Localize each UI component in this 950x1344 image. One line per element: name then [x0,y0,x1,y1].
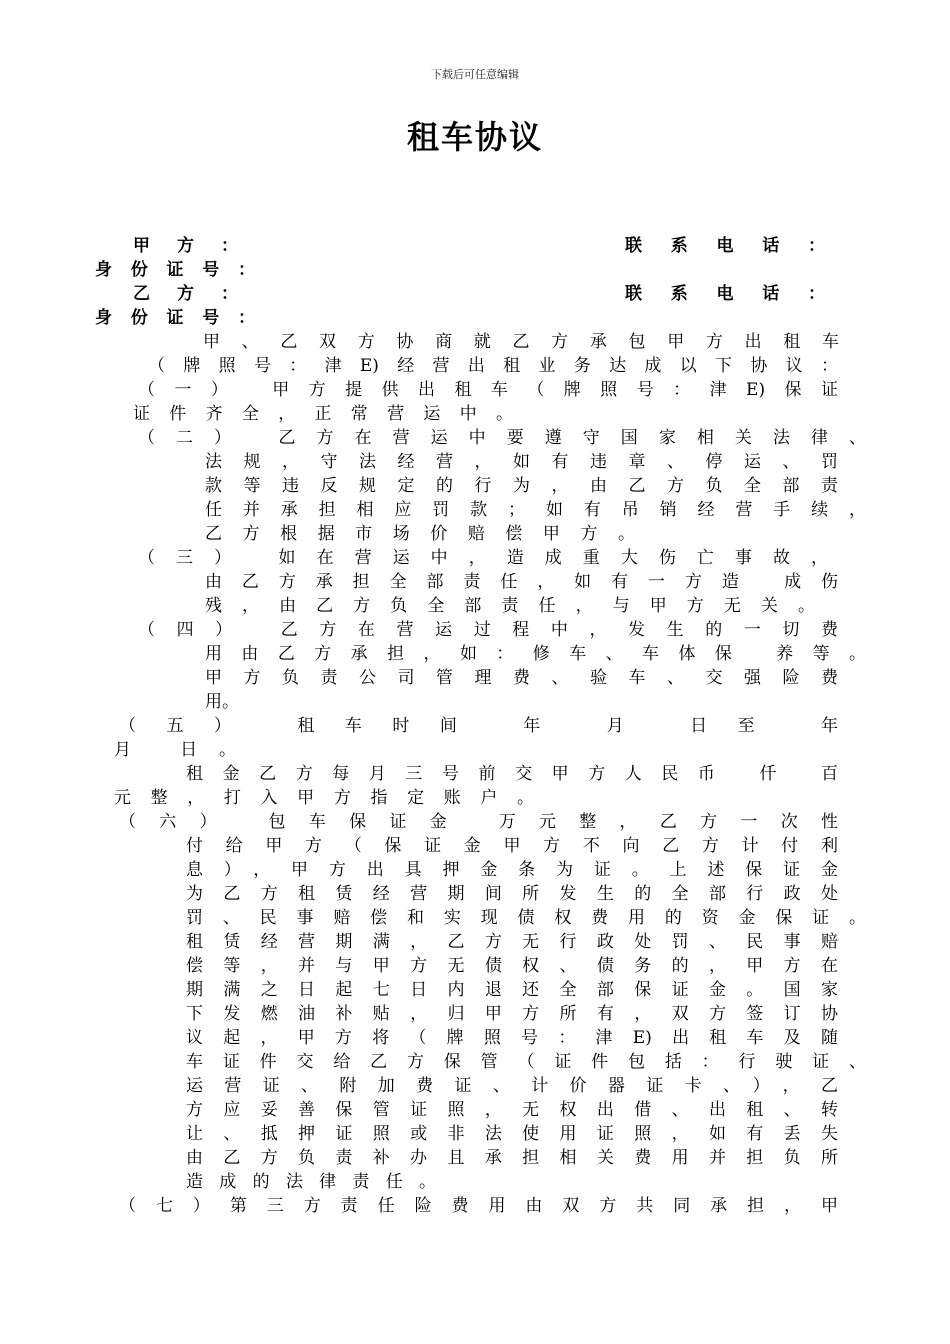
text-line: 租赁经营期满，乙方无行政处罚、民事赔 [186,932,838,952]
party-b-id-label: 身份证号： [95,308,255,328]
text-line: 残，由乙方负全部责任，与甲方无关。 [205,596,815,616]
text-line: 月 日。 [114,740,236,760]
text-line: 期满之日起七日内退还全部保证金。国家 [186,980,838,1000]
document-title: 租车协议 [406,118,543,156]
text-line: 为乙方租赁经营期间所发生的全部行政处 [186,884,838,904]
text-line: （六） 包车保证金 万元整，乙方一次性 [119,812,838,832]
text-line: 罚、民事赔偿和实现债权费用的资金保证。 [186,908,866,928]
text-line: 偿等，并与甲方无债权、债务的，甲方在 [186,956,838,976]
text-line: （四） 乙方在营运过程中，发生的一切费 [138,620,838,640]
text-line: （五） 租车时间 年 月 日至 年 [119,716,838,736]
page-header: 下载后可任意编辑 [431,68,519,81]
party-a-id-label: 身份证号： [95,260,255,280]
text-line: 用。 [205,692,239,712]
text-line: 让、抵押证照或非法使用证照，如有丢失 [186,1124,838,1144]
text-line: 下发燃油补贴，归甲方所有，双方签订协 [186,1004,838,1024]
text-line: 任并承担相应罚款；如有吊销经营手续， [205,500,866,520]
text-line: （三） 如在营运中，造成重大伤亡事故， [138,548,828,568]
text-line: 乙方根据市场价赔偿甲方。 [205,524,635,544]
text-line: 议起，甲方将（牌照号：津E)出租车及随 [186,1028,838,1048]
text-line: 车证件交给乙方保管（证件包括：行驶证、 [186,1052,866,1072]
text-line: （牌照号：津E)经营出租业务达成以下协议： [148,356,838,376]
text-line: 用由乙方承担，如：修车、车体保 养等。 [205,644,866,664]
party-b-label: 乙方： [133,284,238,304]
text-line: 甲方负责公司管理费、验车、交强险费 [205,668,838,688]
text-line: 租金乙方每月三号前交甲方人民币 仟 百 [186,764,838,784]
party-a-phone-label: 联系电话： [625,236,825,256]
text-line: 由乙方承担全部责任，如有一方造 成伤 [205,572,838,592]
text-line: 法规，守法经营，如有违章、停运、罚 [205,452,838,472]
text-line: 由乙方负责补办且承担相关费用并担负所 [186,1148,838,1168]
text-line: （七）第三方责任险费用由双方共同承担，甲 [119,1196,838,1216]
party-b-phone-label: 联系电话： [625,284,825,304]
text-line: （二） 乙方在营运中要遵守国家相关法律、 [138,428,866,448]
text-line: 元整，打入甲方指定账户。 [114,788,534,808]
text-line: 方应妥善保管证照，无权出借、出租、转 [186,1100,838,1120]
text-line: 款等违反规定的行为，由乙方负全部责 [205,476,838,496]
text-line: 息），甲方出具押金条为证。上述保证金 [186,860,838,880]
text-line: 造成的法律责任。 [186,1172,436,1192]
text-line: 证件齐全，正常营运中。 [133,404,513,424]
text-line: （一） 甲方提供出租车（牌照号：津E)保证 [138,380,838,400]
text-line: 付给甲方（保证金甲方不向乙方计付利 [186,836,838,856]
text-line: 甲、乙双方协商就乙方承包甲方出租车 [203,332,839,352]
text-line: 运营证、附加费证、计价器证卡、），乙 [186,1076,838,1096]
party-a-label: 甲方： [133,236,238,256]
